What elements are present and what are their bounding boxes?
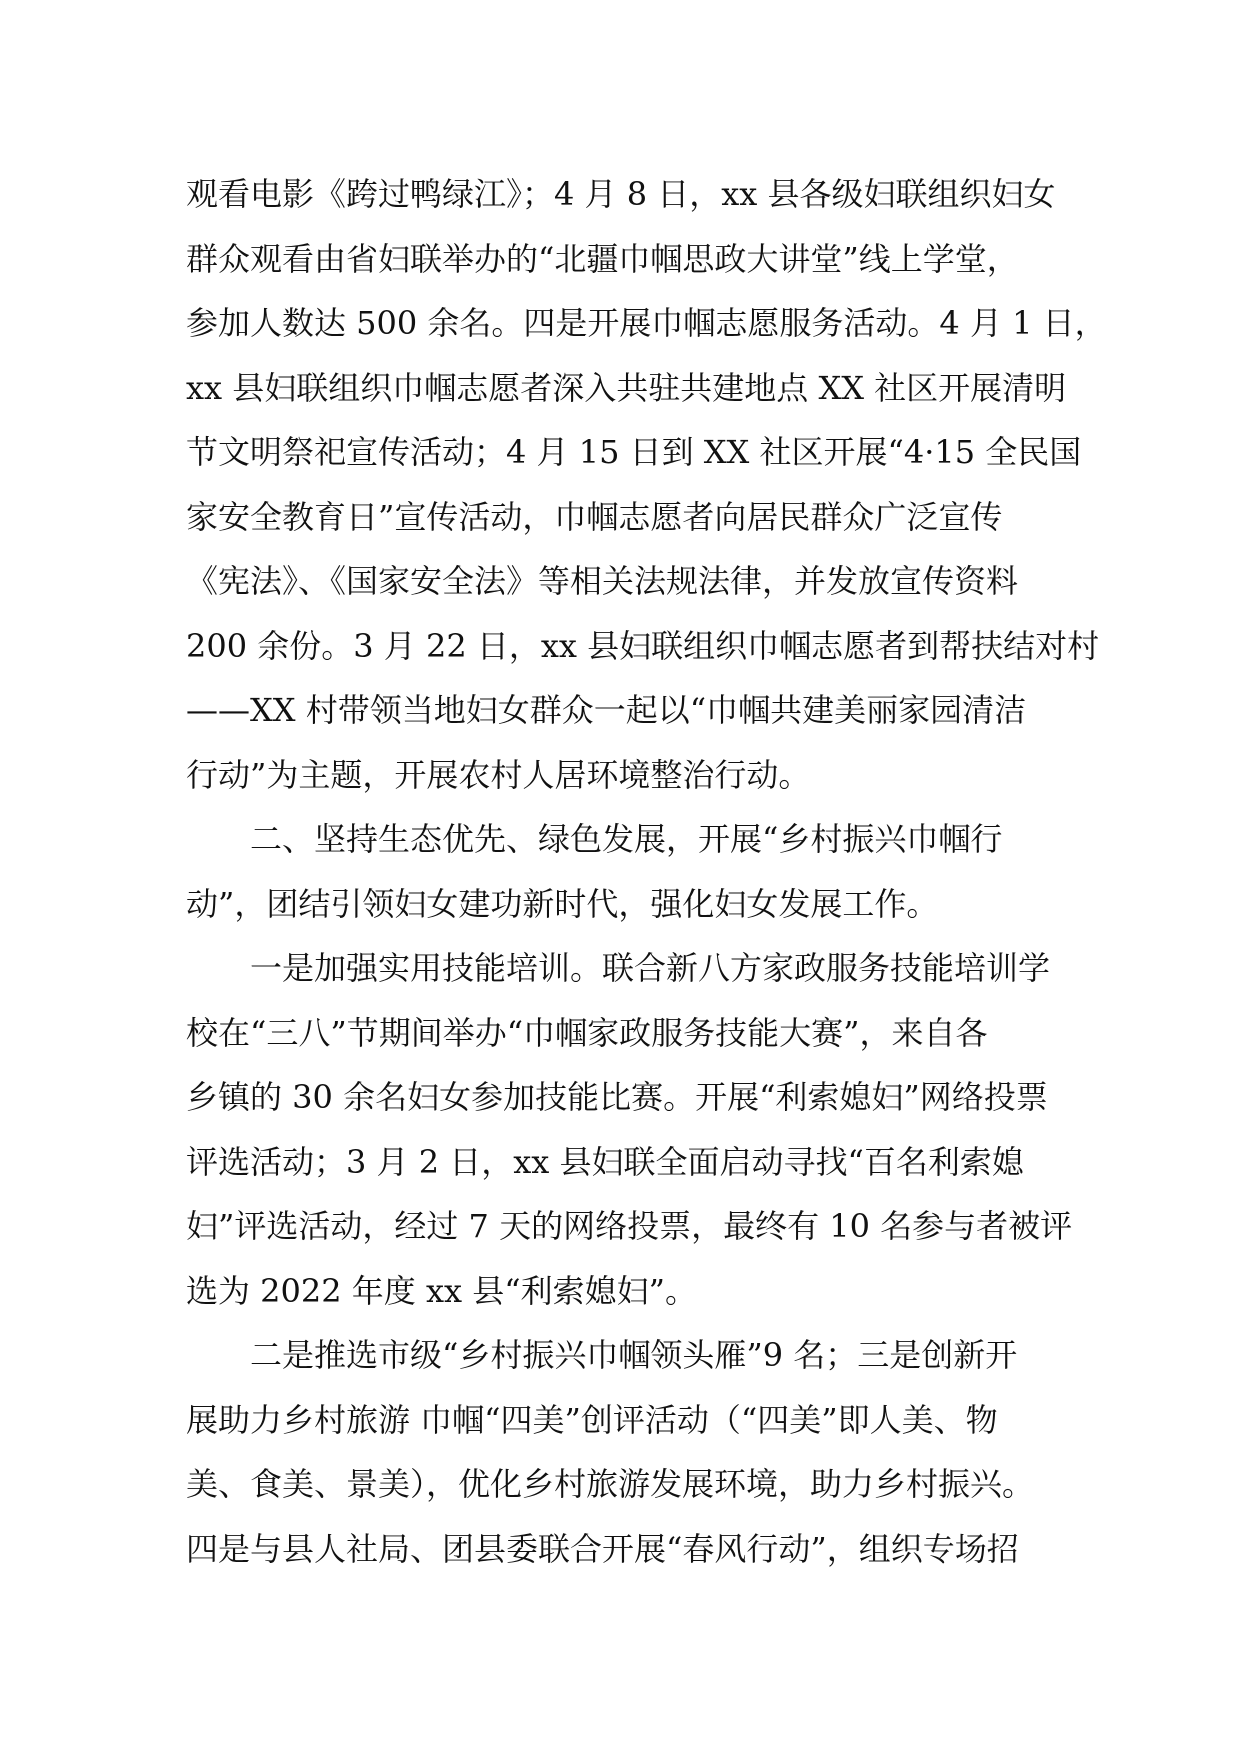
text-line: 展助力乡村旅游 巾帼“四美”创评活动（“四美”即人美、物 xyxy=(186,1400,998,1439)
text-line: 四是与县人社局、团县委联合开展“春风行动”，组织专场招 xyxy=(186,1529,1019,1568)
text-line: 群众观看由省妇联举办的“北疆巾帼思政大讲堂”线上学堂， xyxy=(186,239,1019,278)
text-line: 行动”为主题，开展农村人居环境整治行动。 xyxy=(186,755,811,794)
text-line: 家安全教育日”宣传活动，巾帼志愿者向居民群众广泛宣传 xyxy=(186,497,1003,536)
text-line: 妇”评选活动，经过 7 天的网络投票，最终有 10 名参与者被评 xyxy=(186,1207,1073,1245)
text-line: 节文明祭祀宣传活动；4 月 15 日到 XX 社区开展“4·15 全民国 xyxy=(186,433,1082,471)
text-line: 动”，团结引领妇女建功新时代，强化妇女发展工作。 xyxy=(186,884,939,923)
paragraph-first-line: 一是加强实用技能培训。联合新八方家政服务技能培训学 xyxy=(250,949,1051,987)
text-line: 美、食美、景美），优化乡村旅游发展环境，助力乡村振兴。 xyxy=(186,1465,1035,1503)
text-line: 观看电影《跨过鸭绿江》；4 月 8 日，xx 县各级妇联组织妇女 xyxy=(186,175,1056,213)
text-line: 参加人数达 500 余名。四是开展巾帼志愿服务活动。4 月 1 日， xyxy=(186,304,1107,342)
text-line: 200 余份。3 月 22 日，xx 县妇联组织巾帼志愿者到帮扶结对村 xyxy=(186,626,1100,665)
text-line: 《宪法》、《国家安全法》等相关法规法律，并发放宣传资料 xyxy=(186,562,1019,600)
paragraph-first-line: 二、坚持生态优先、绿色发展，开展“乡村振兴巾帼行 xyxy=(250,820,1003,858)
text-line: 乡镇的 30 余名妇女参加技能比赛。开展“利索媳妇”网络投票 xyxy=(186,1078,1048,1116)
paragraph-first-line: 二是推选市级“乡村振兴巾帼领头雁”9 名；三是创新开 xyxy=(250,1336,1018,1374)
text-line: ——XX 村带领当地妇女群众一起以“巾帼共建美丽家园清洁 xyxy=(186,691,1027,729)
text-line: 评选活动；3 月 2 日，xx 县妇联全面启动寻找“百名利索媳 xyxy=(186,1142,1024,1181)
text-line: 校在“三八”节期间举办“巾帼家政服务技能大赛”，来自各 xyxy=(186,1013,988,1052)
text-line: xx 县妇联组织巾帼志愿者深入共驻共建地点 XX 社区开展清明 xyxy=(186,368,1067,407)
text-line: 选为 2022 年度 xx 县“利索媳妇”。 xyxy=(186,1271,697,1310)
body-text xyxy=(186,162,1107,1581)
